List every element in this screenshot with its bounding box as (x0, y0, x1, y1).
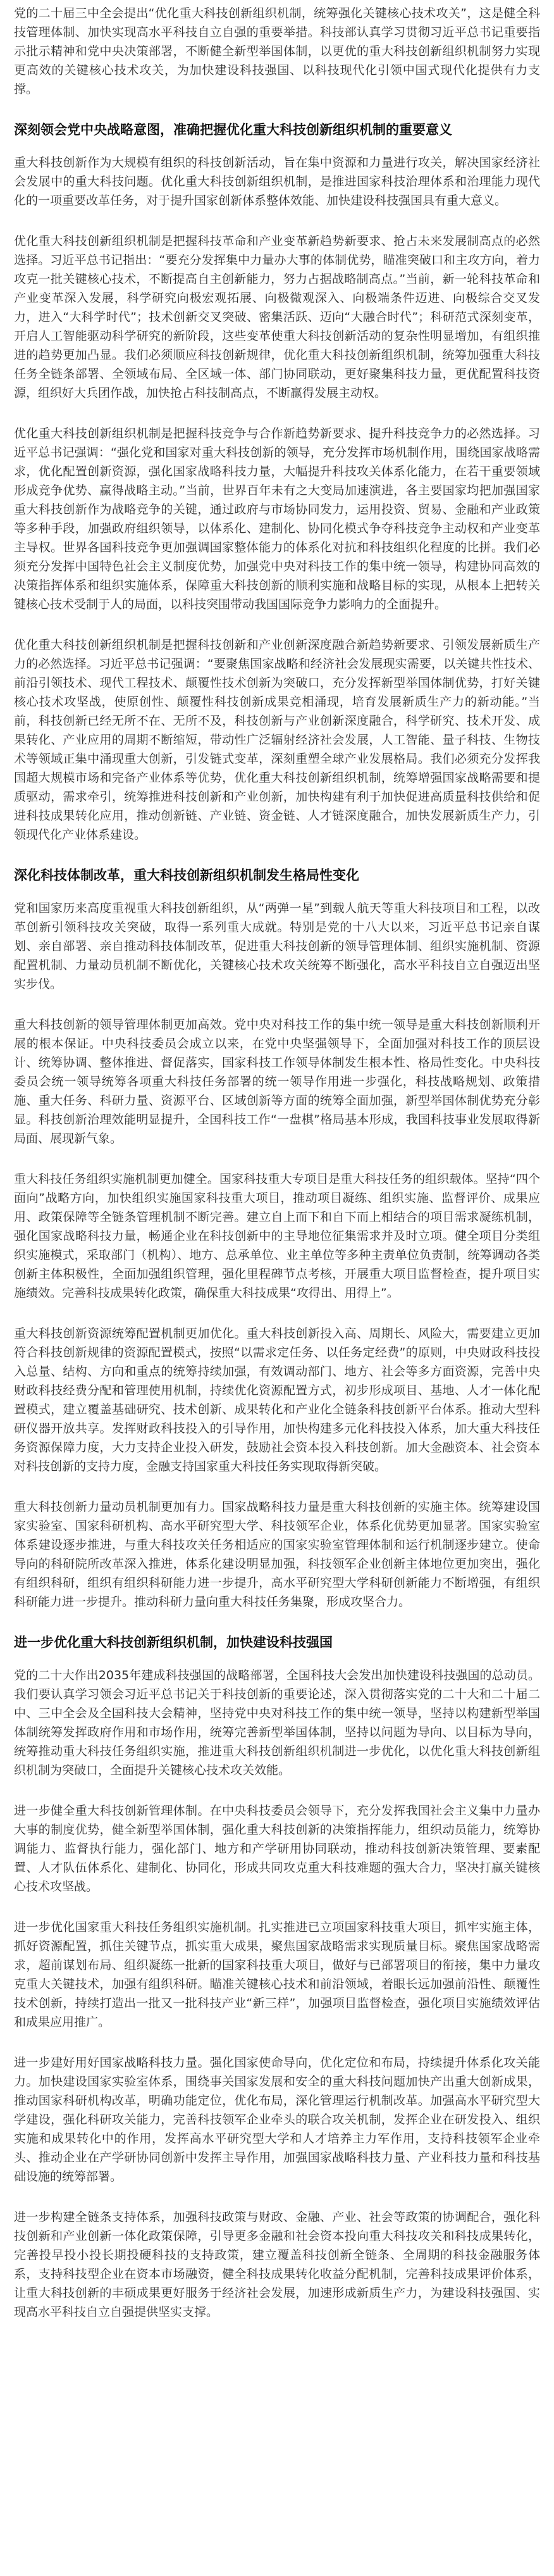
section-heading-2: 深化科技体制改革，重大科技创新组织机制发生格局性变化 (14, 868, 359, 883)
article-paragraph-4: 优化重大科技创新组织机制是把握科技竞争与合作新趋势新要求、提升科技竞争力的必然选择。习近平总书记强调：“强化党和国家对重大科技创新的领导，充分发挥市场机制作用，围绕国家战略需求，优化配置创新资源，强化国家战略科技力量，大幅提升科技攻关体系化能力，在若干重要领域形成竞争优势、赢得战略主动。”当前，世界百年未有之大变局加速演进，各主要国家均把加强国家重大科技创新作为战略竞争的关键，通过政府与市场协同发力，运用投资、贸易、金融和产业政策等多种手段，加强政府组织领导，以体系化、建制化、协同化模式争夺科技竞争主动权和产业变革主导权。世界各国科技竞争更加强调国家整体能力的体系化对抗和科技组织化程度的比拼。我们必须充分发挥中国特色社会主义制度优势，加强党中央对科技工作的集中统一领导，构建协同高效的决策指挥体系和组织实施体系，保障重大科技创新的顺利实施和战略目标的实现，从根本上把转关键核心技术受制于人的局面，以科技突围带动我国国际竞争力影响力的全面提升。 (14, 427, 540, 611)
article-paragraph-1: 党的二十届三中全会提出“优化重大科技创新组织机制，统筹强化关键核心技术攻关”，这是健全科技管理体制、加快实现高水平科技自立自强的重要举措。科技部认真学习贯彻习近平总书记重要指示批示精神和党中央决策部署，不断健全新型举国体制，以更优的重大科技创新组织机制努力实现更高效的关键核心技术攻关，为加快建设科技强国、以科技现代化引领中国式现代化提供有力支撑。 (14, 6, 540, 96)
article-paragraph-2: 重大科技创新作为大规模有组织的科技创新活动，旨在集中资源和力量进行攻关，解决国家经济社会发展中的重大科技问题。优化重大科技创新组织机制，是推进国家科技治理体系和治理能力现代化的一项重要改革任务，对于提升国家创新体系整体效能、加快建设科技强国具有重大意义。 (14, 156, 540, 208)
article-paragraph-8: 重大科技任务组织实施机制更加健全。国家科技重大专项目是重大科技任务的组织载体。坚持“四个面向”战略方向，加快组织实施国家科技重大项目，推动项目凝练、组织实施、监督评价、成果应用、政策保障等全链条管理机制不断完善。建立自上而下和自下而上相结合的项目需求凝练机制，强化国家战略科技力量，畅通企业在科技创新中的主导地位征集需求并及时立项。健全项目分类组织实施模式，采取部门（机构）、地方、总承单位、业主单位等多种主责单位负责制，统筹调动各类创新主体积极性，全面加强组织管理，强化里程碑节点考核，开展重大项目监督检查，提升项目实施绩效。完善科技成果转化政策，确保重大科技成果“攻得出、用得上”。 (14, 1172, 540, 1300)
article-paragraph-7: 重大科技创新的领导管理体制更加高效。党中央对科技工作的集中统一领导是重大科技创新顺利开展的根本保证。中央科技委员会成立以来，在党中央坚强领导下，全面加强对科技工作的顶层设计、统筹协调、整体推进、督促落实，国家科技工作领导体制发生根本性、格局性变化。中央科技委员会统一领导统筹各项重大科技任务部署的统一领导作用进一步强化，科技战略规划、政策措施、重大任务、科研力量、资源平台、区域创新等方面的统筹全面加强，新型举国体制优势充分彰显。科技创新治理效能明显提升，全国科技工作“一盘棋”格局基本形成，我国科技事业发展取得新局面、展现新气象。 (14, 1018, 540, 1146)
article-paragraph-15: 进一步构建全链条支持体系，加强科技政策与财政、金融、产业、社会等政策的协调配合，强化科技创新和产业创新一体化政策保障，引导更多金融和社会资本投向重大科技攻关和科技成果转化，完善投早投小投长期投硬科技的支持政策，建立覆盖科技创新全链条、全周期的科技金融服务体系，支持科技型企业在资本市场融资，健全科技成果转化收益分配机制，完善科技成果评价体系，让重大科技创新的丰硕成果更好服务于经济社会发展，加速形成新质生产力，为建设科技强国、实现高水平科技自立自强提供坚实支撑。 (14, 2210, 540, 2319)
article-paragraph-14: 进一步建好用好国家战略科技力量。强化国家使命导向，优化定位和布局，持续提升体系化攻关能力。加快建设国家实验室体系，围绕事关国家发展和安全的重大科技问题加快产出重大创新成果，推动国家科研机构改革，明确功能定位，优化布局，深化管理运行机制改革。加强高水平研究型大学建设，强化科研攻关能力，完善科技领军企业牵头的联合攻关机制，发挥企业在研发投入、组织实施和成果转化中的作用，发挥高水平研究型大学和人才培养主力军作用，支持科技领军企业牵头、推动企业在产学研协同创新中发挥主导作用，加强国家战略科技力量、产业科技力量和科技基础设施的统筹部署。 (14, 2056, 540, 2184)
article-paragraph-6: 党和国家历来高度重视重大科技创新组织，从“两弹一星”到载人航天等重大科技项目和工程，以改革创新引领科技攻关突破，取得一系列重大成就。特别是党的十八大以来，习近平总书记亲自谋划、亲自部署、亲自推动科技体制改革，促进重大科技创新的领导管理体制、组织实施机制、资源配置机制、力量动员机制不断优化，关键核心技术攻关统筹不断强化，高水平科技自立自强迈出坚实步伐。 (14, 901, 540, 991)
section-heading-3: 进一步优化重大科技创新组织机制，加快建设科技强国 (14, 1635, 333, 1650)
article-paragraph-13: 进一步优化国家重大科技任务组织实施机制。扎实推进已立项国家科技重大项目，抓牢实施主体，抓好资源配置，抓住关键节点，抓实重大成果，聚焦国家战略需求实现质量目标。聚焦国家战略需求，超前谋划布局、组织凝练一批新的国家科技重大项目，做好与已部署项目的衔接，集中力量攻克重大关键技术，加强有组织科研。瞄准关键核心技术和前沿领域，着眼长远加强前沿性、颠覆性技术创新，持续打造出一批又一批科技产业“新三样”，加强项目监督检查，强化项目实施绩效评估和成果应用推广。 (14, 1920, 540, 2029)
article-paragraph-11: 党的二十大作出2035年建成科技强国的战略部署，全国科技大会发出加快建设科技强国的总动员。我们要认真学习领会习近平总书记关于科技创新的重要论述，深入贯彻落实党的二十大和二十届二中、三中全会及全国科技大会精神，坚持党中央对科技工作的集中统一领导，坚持以构建新型举国体制统筹发挥政府作用和市场作用，统筹完善新型举国体制，坚持以问题为导向、以目标为导向，统筹推动重大科技任务组织实施，推进重大科技创新组织机制进一步优化，以优化重大科技创新组织机制为突破口，全面提升关键核心技术攻关效能。 (14, 1668, 540, 1777)
article-paragraph-12: 进一步健全重大科技创新管理体制。在中央科技委员会领导下，充分发挥我国社会主义集中力量办大事的制度优势，健全新型举国体制，强化重大科技创新的决策指挥能力，组织动员能力，统筹协调能力、监督执行能力，强化部门、地方和产学研用协同联动，推动科技创新决策管理、要素配置、人才队伍体系化、建制化、协同化，形成共同攻克重大科技难题的强大合力，坚决打赢关键核心技术攻坚战。 (14, 1804, 540, 1894)
article-paragraph-9: 重大科技创新资源统筹配置机制更加优化。重大科技创新投入高、周期长、风险大，需要建立更加符合科技创新规律的资源配置模式，按照“以需求定任务、以任务定经费”的原则，中央财政科技投入总量、结构、方向和重点的统筹持续加强，有效调动部门、地方、社会等多方面资源，完善中央财政科技经费分配和管理使用机制，持续优化资源配置方式，初步形成项目、基地、人才一体化配置模式，建立覆盖基础研究、技术创新、成果转化和产业化全链条科技创新平台体系。推动大型科研仪器开放共享。发挥财政科技投入的引导作用，加快构建多元化科技投入体系，加大重大科技任务资源保障力度，大力支持企业投入研发，鼓励社会资本投入科技创新。加大金融资本、社会资本对科技创新的支持力度，金融支持国家重大科技任务实现取得新突破。 (14, 1327, 540, 1473)
article-paragraph-5: 优化重大科技创新组织机制是把握科技创新和产业创新深度融合新趋势新要求、引领发展新质生产力的必然选择。习近平总书记强调：“要聚焦国家战略和经济社会发展现实需要，以关键共性技术、前沿引领技术、现代工程技术、颠覆性技术创新为突破口，充分发挥新型举国体制优势，打好关键核心技术攻坚战，使原创性、颠覆性科技创新成果竞相涌现，培育发展新质生产力的新动能。”当前，科技创新已经无所不在、无所不及，科技创新与产业创新深度融合，科学研究、技术开发、成果转化、产业应用的周期不断缩短，带动性广泛辐射经济社会发展，人工智能、量子科技、生物技术等领域正集中涌现重大创新，引发链式变革，深刻重塑全球产业发展格局。我们必须充分发挥我国超大规模市场和完备产业体系等优势，优化重大科技创新组织机制，统筹增强国家战略需要和提质驱动，需求牵引，统筹推进科技创新和产业创新，加快构建有利于加快促进高质量科技供给和促进科技成果转化应用，推动创新链、产业链、资金链、人才链深度融合，加快发展新质生产力，引领现代化产业体系建设。 (14, 638, 540, 842)
article-paragraph-3: 优化重大科技创新组织机制是把握科技革命和产业变革新趋势新要求、抢占未来发展制高点的必然选择。习近平总书记指出：“要充分发挥集中力量办大事的体制优势，瞄准突破口和主攻方向，着力攻克一批关键核心技术，不断提高自主创新能力，努力占据战略制高点。”当前，新一轮科技革命和产业变革深入发展，科学研究向极宏观拓展、向极微观深入、向极端条件迈进、向极综合交叉发力，进入“大科学时代”；技术创新交叉突破、密集活跃、迈向“大融合时代”；科研范式深刻变革，开启人工智能驱动科学研究的新阶段，这些变革使重大科技创新活动的复杂性明显增加，有组织推进的趋势更加凸显。我们必须顺应科技创新规律，优化重大科技创新组织机制，统筹加强重大科技任务全链条部署、全领域布局、全区域一体、部门协同联动，更好聚集科技力量，更优配置科技资源，组织好大兵团作战，加快抢占科技制高点，不断赢得发展主动权。 (14, 234, 540, 400)
article-paragraph-10: 重大科技创新力量动员机制更加有力。国家战略科技力量是重大科技创新的实施主体。统筹建设国家实验室、国家科研机构、高水平研究型大学、科技领军企业，体系化优势更加显著。国家实验室体系建设逐步推进，与重大科技攻关任务相适应的国家实验室管理体制和运行机制逐步建立。使命导向的科研院所改革深入推进，体系化建设明显加强，科技领军企业创新主体地位更加突出，强化有组织科研，组织有组织科研能力进一步提升，高水平研究型大学科研创新能力不断增强，有组织科研能力进一步提升。推动科研力量向重大科技任务集聚，形成攻坚合力。 (14, 1500, 540, 1609)
section-heading-1: 深刻领会党中央战略意图，准确把握优化重大科技创新组织机制的重要意义 (14, 122, 452, 137)
